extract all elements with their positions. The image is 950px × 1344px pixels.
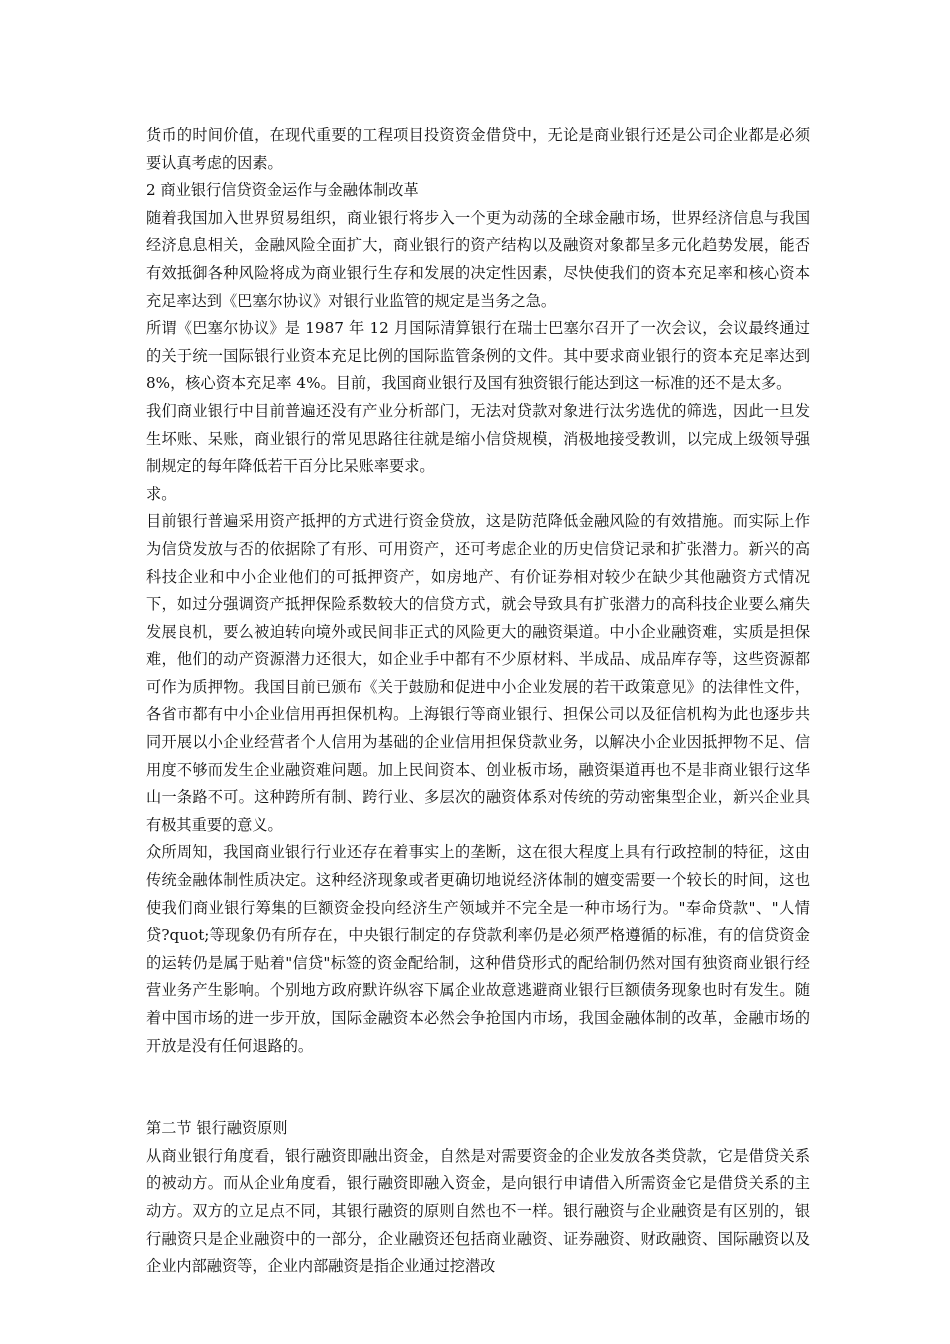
paragraph-time-value: 货币的时间价值，在现代重要的工程项目投资资金借贷中，无论是商业银行还是公司企业都是必须要认真考虑的因素。 — [146, 126, 810, 172]
paragraph-wto: 随着我国加入世界贸易组织，商业银行将步入一个更为动荡的全球金融市场，世界经济信息与我国经济息息相关，金融风险全面扩大，商业银行的资产结构以及融资对象都呈多元化趋势发展，能否有效抵御各种风险将成为商业银行生存和发展的决定性因素，尽快使我们的资本充足率和核心资本充足率达到《巴塞尔协议》对银行业监管的规定是当务之急。 — [146, 208, 810, 310]
paragraph-bank-financing: 从商业银行角度看，银行融资即融出资金，自然是对需要资金的企业发放各类贷款，它是借贷关系的被动方。而从企业角度看，银行融资即融入资金，是向银行申请借入所需资金它是借贷关系的主动方。双方的立足点不同，其银行融资的原则自然也不一样。银行融资与企业融资是有区别的，银行融资只是企业融资中的一部分，企业融资还包括商业融资、证券融资、财政融资、国际融资以及企业内部融资等，企业内部融资是指企业通过挖潜改 — [146, 1146, 810, 1276]
document-page — [146, 122, 810, 1281]
subheading-credit-reform: 2 商业银行信贷资金运作与金融体制改革 — [146, 181, 419, 200]
paragraph-fragment: 求。 — [146, 484, 177, 503]
paragraph-monopoly: 众所周知，我国商业银行行业还存在着事实上的垄断，这在很大程度上具有行政控制的特征，这由传统金融体制性质决定。这种经济现象或者更确切地说经济体制的嬗变需要一个较长的时间，这也使我们商业银行筹集的巨额资金投向经济生产领域并不完全是一种市场行为。"奉命贷款"、"人情贷?quot;等现象仍有所存在，中央银行制定的存贷款利率仍是必须严格遵循的标准，有的信贷资金的运转仍是属于贴着"信贷"标签的资金配给制，这种借贷形式的配给制仍然对国有独资商业银行经营业务产生影响。个别地方政府默许纵容下属企业故意逃避商业银行巨额债务现象也时有发生。随着中国市场的进一步开放，国际金融资本必然会争抢国内市场，我国金融体制的改革，金融市场的开放是没有任何退路的。 — [146, 843, 810, 1055]
paragraph-industry-analysis: 我们商业银行中目前普遍还没有产业分析部门，无法对贷款对象进行汰劣选优的筛选，因此一旦发生坏账、呆账，商业银行的常见思路往往就是缩小信贷规模，消极地接受教训，以完成上级领导强制规定的每年降低若干百分比呆账率要求。 — [146, 401, 810, 476]
section-heading: 第二节 银行融资原则 — [146, 1119, 288, 1138]
paragraph-collateral-lending: 目前银行普遍采用资产抵押的方式进行资金贷放，这是防范降低金融风险的有效措施。而实际上作为信贷发放与否的依据除了有形、可用资产，还可考虑企业的历史信贷记录和扩张潜力。新兴的高科技企业和中小企业他们的可抵押资产，如房地产、有价证券相对较少在缺少其他融资方式情况下，如过分强调资产抵押保险系数较大的信贷方式，就会导致具有扩张潜力的高科技企业要么痛失发展良机，要么被迫转向境外或民间非正式的风险更大的融资渠道。中小企业融资难，实质是担保难，他们的动产资源潜力还很大，如企业手中都有不少原材料、半成品、成品库存等，这些资源都可作为质押物。我国目前已颁布《关于鼓励和促进中小企业发展的若干政策意见》的法律性文件，各省市都有中小企业信用再担保机构。上海银行等商业银行、担保公司以及征信机构为此也逐步共同开展以小企业经营者个人信用为基础的企业信用担保贷款业务，以解决小企业因抵押物不足、信用度不够而发生企业融资难问题。加上民间资本、创业板市场，融资渠道再也不是非商业银行这华山一条路不可。这种跨所有制、跨行业、多层次的融资体系对传统的劳动密集型企业，新兴企业具有极其重要的意义。 — [146, 512, 810, 834]
section-spacer — [146, 1060, 810, 1115]
paragraph-basel-accord: 所谓《巴塞尔协议》是 1987 年 12 月国际清算银行在瑞士巴塞尔召开了一次会议，会议最终通过的关于统一国际银行业资本充足比例的国际监管条例的文件。其中要求商业银行的资本充足率达到 8%，核心资本充足率 4%。目前，我国商业银行及国有独资银行能达到这一标准的还不是太多。 — [146, 319, 810, 393]
